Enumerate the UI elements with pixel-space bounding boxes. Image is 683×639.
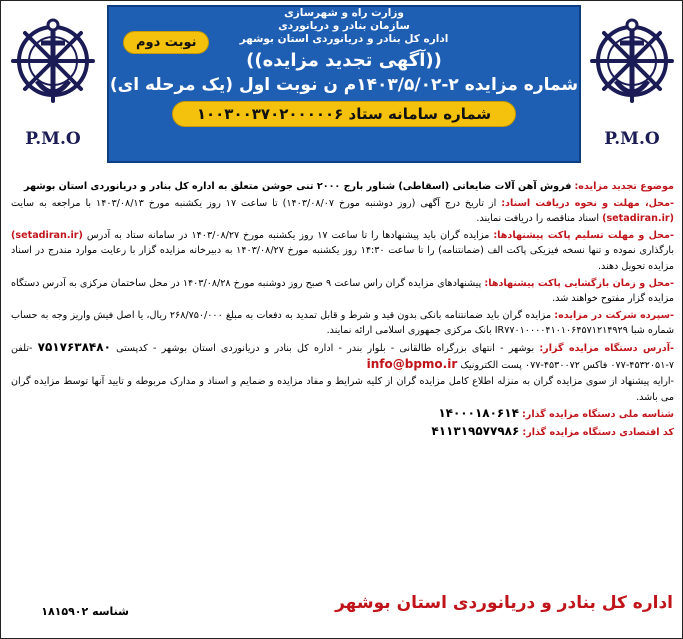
opening-paragraph: [11, 276, 674, 307]
national-id: ۱۴۰۰۰۱۸۰۶۱۴: [438, 406, 519, 421]
email-link[interactable]: info@bpmo.ir: [366, 356, 458, 371]
subject-label: موضوع تجدید مزایده:: [574, 181, 674, 192]
footer: [1, 591, 682, 635]
round-badge: نوبت دوم: [123, 31, 209, 54]
docs-text-2: با مراجعه به سایت: [11, 197, 92, 209]
postal-code: ۷۵۱۷۶۳۸۴۸۰: [37, 339, 111, 354]
org-line-3: اداره کل بنادر و دریانوردی استان بوشهر: [239, 33, 449, 45]
setad-number: شماره سامانه ستاد ۱۰۰۳۰۰۳۷۰۲۰۰۰۰۰۶: [172, 101, 516, 127]
docs-paragraph: [11, 196, 674, 227]
org-line-1: وزارت راه و شهرسازی: [284, 7, 404, 19]
address-paragraph: [11, 340, 674, 373]
notice-title: ((آگهی تجدید مزایده)): [246, 50, 442, 71]
header: [1, 1, 682, 169]
economic-code-label: کد اقتصادی دستگاه مزایده گذار:: [522, 426, 674, 438]
footer-code: شناسه ۱۸۱۵۹۰۲: [41, 605, 129, 618]
economic-code: ۴۱۱۳۱۹۵۷۷۹۸۶: [431, 423, 520, 438]
opening-label: -محل و زمان بازگشایی پاکت پیشنهادها:: [484, 277, 674, 289]
subject-text: فروش آهن آلات ضایعاتی (اسقاطی) شناور بارج ۲۰۰۰ تنی جوشن متعلق به اداره کل بنادر و دریانوردی استان بوشهر: [23, 181, 572, 192]
deliver-text-1: مزایده گران باید پیشنهادها را تا ساعت ۱۷ روز یکشنبه مورخ ۱۴۰۳/۰۸/۲۷ در سامانه ستاد به آدرس: [86, 229, 490, 241]
docs-site-link[interactable]: (setadiran.ir): [602, 213, 674, 225]
anchor-icon: [590, 11, 674, 121]
deposit-text: مزایده گران باید ضمانتنامه بانکی بدون قید و شرط و قابل تمدید به دفعات به مبلغ ۲۶۸/۷۵۰/۰۰۰ ریال، یا اصل فیش واریز وجه به حساب شماره شبا IR۷۷۰۱۰۰۰۰۴۱۰۱۰۶۴۵۷۱۲۱۴۹۲۹ بانک مرکزی جمهوری اسلامی ارائه نمایند.: [11, 309, 674, 337]
national-id-label: شناسه ملی دستگاه مزایده گذار:: [521, 409, 674, 421]
auction-number: شماره مزایده ۲-۱۴۰۳/۵/۰۲م ن نوبت اول (یک مرحله ای): [109, 75, 579, 95]
address-text: بوشهر - انتهای بزرگراه طالقانی - بلوار بندر - اداره کل بنادر و دریانوردی استان بوشهر - کدپستی: [116, 342, 535, 354]
economic-code-line: [11, 424, 674, 441]
anchor-icon: [11, 11, 95, 121]
title-banner: [107, 5, 581, 163]
deposit-label: -سپرده شرکت در مزایده:: [554, 309, 674, 321]
national-id-line: [11, 406, 674, 423]
subject-paragraph: [11, 179, 674, 195]
pmo-logo-right: [586, 11, 678, 161]
pmo-logo-left: [7, 11, 99, 161]
deliver-site-link[interactable]: (setadiran.ir): [11, 229, 83, 241]
notice-body: [11, 179, 674, 442]
phone-text: -تلفن ۷-۴۵۳۲۰۵۱-۰۷۷ فاکس ۴۵۳۰۰۷۲-۰۷۷ پست الکترونیک: [11, 342, 674, 371]
submit-note: -ارایه پیشنهاد از سوی مزایده گران به منزله اطلاع کامل مزایده گران از کلیه شرایط و مفاد مزایده و ضمایم و اسناد و مدارک مربوطه و تایید آنها توسط مزایده گران می باشد.: [11, 376, 674, 403]
deliver-label: -محل و مهلت تسلیم پاکت پیشنهادها:: [493, 229, 674, 241]
logo-text: P.M.O: [604, 129, 660, 149]
deposit-paragraph: [11, 308, 674, 339]
footer-title: اداره کل بنادر و دریانوردی استان بوشهر: [335, 593, 673, 613]
docs-label: -محل، مهلت و نحوه دریافت اسناد:: [501, 197, 674, 209]
opening-text: پیشنهادهای مزایده گران راس ساعت ۹ صبح روز دوشنبه مورخ ۱۴۰۳/۰۸/۲۸ در محل ساختمان مرکزی به آدرس دستگاه مزایده گزار مفتوح خواهند شد.: [11, 277, 674, 305]
org-line-2: سازمان بنادر و دریانوردی: [278, 20, 410, 32]
deliver-paragraph: [11, 228, 674, 275]
docs-text-3: اسناد مناقصه را دریافت نمایند.: [476, 213, 600, 225]
logo-text: P.M.O: [25, 129, 81, 149]
deliver-text-2: بارگذاری نموده و تنها نسخه فیزیکی پاکت الف (ضمانتنامه) را تا ساعت ۱۴:۳۰ روز یکشنبه مورخ ۱۴۰۳/۰۸/۲۷ به دبیرخانه مزایده گزار با رعایت موارد مندرج در اسناد مزایده تحویل دهند.: [11, 245, 674, 272]
address-label: -آدرس دستگاه مزایده گزار:: [539, 342, 674, 354]
docs-text-1: از تاریخ درج آگهی (روز دوشنبه مورخ ۱۴۰۳/۰۸/۰۷) تا ساعت ۱۷ روز یکشنبه مورخ ۱۴۰۳/۰۸/۱۳: [96, 197, 497, 209]
